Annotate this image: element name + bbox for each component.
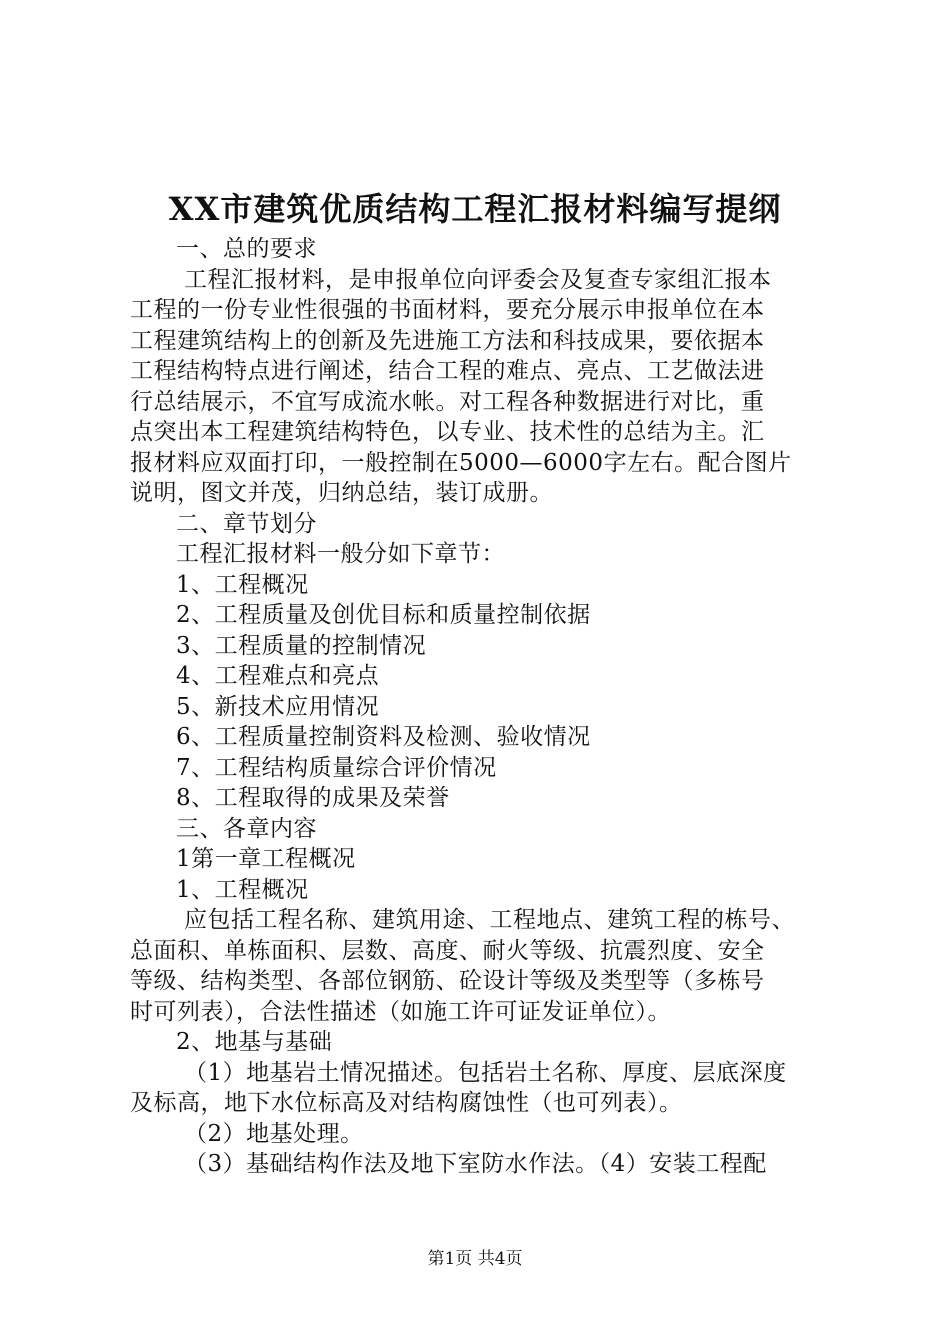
paragraph-line: 及标高，地下水位标高及对结构腐蚀性（也可列表）。 [130,1090,683,1116]
page-number-footer: 第1页 共4页 [427,1249,523,1269]
document-body [130,234,830,1180]
paragraph-line: 报材料应双面打印，一般控制在5000—6000字左右。配合图片 [130,449,792,476]
paragraph-line: 总面积、单栋面积、层数、高度、耐火等级、抗震烈度、安全 [130,937,765,964]
document-title: XX市建筑优质结构工程汇报材料编写提纲 [168,190,782,228]
paragraph-line: 点突出本工程建筑结构特色，以专业、技术性的总结为主。汇 [130,419,765,445]
paragraph-line: 应包括工程名称、建筑用途、工程地点、建筑工程的栋号、 [184,907,795,933]
paragraph-line: 工程汇报材料，是申报单位向评委会及复查专家组汇报本 [184,266,772,293]
section-heading: 三、各章内容 [176,815,317,842]
paragraph-line: （2）地基处理。 [184,1120,364,1147]
paragraph-line: 工程汇报材料一般分如下章节： [176,541,505,567]
list-item: 3、工程质量的控制情况 [176,632,427,659]
list-item: 4、工程难点和亮点 [176,663,380,689]
subsection-heading: 1、工程概况 [176,876,309,903]
paragraph-line: 时可列表），合法性描述（如施工许可证发证单位）。 [130,998,671,1025]
list-item: 7、工程结构质量综合评价情况 [176,754,497,781]
paragraph-line: 等级、结构类型、各部位钢筋、砼设计等级及类型等（多栋号 [130,968,765,994]
paragraph-line: 工程的一份专业性很强的书面材料，要充分展示申报单位在本 [130,297,765,323]
list-item: 8、工程取得的成果及荣誉 [176,785,450,811]
paragraph-line: 行总结展示，不宜写成流水帐。对工程各种数据进行对比，重 [130,388,765,415]
paragraph-line: （3）基础结构作法及地下室防水作法。（4）安装工程配 [184,1151,767,1177]
paragraph-line: 工程建筑结构上的创新及先进施工方法和科技成果，要依据本 [130,327,765,354]
list-item: 6、工程质量控制资料及检测、验收情况 [176,724,591,750]
chapter-heading: 1第一章工程概况 [176,846,356,872]
paragraph-line: 说明，图文并茂，归纳总结，装订成册。 [130,480,553,506]
subsection-heading: 2、地基与基础 [176,1029,333,1055]
section-heading: 二、章节划分 [176,510,317,537]
list-item: 2、工程质量及创优目标和质量控制依据 [176,602,591,628]
paragraph-line: （1）地基岩土情况描述。包括岩土名称、厚度、层底深度 [184,1059,787,1086]
list-item: 5、新技术应用情况 [176,693,380,720]
list-item: 1、工程概况 [176,571,309,598]
paragraph-line: 工程结构特点进行阐述，结合工程的难点、亮点、工艺做法进 [130,358,765,384]
section-heading: 一、总的要求 [176,236,317,262]
